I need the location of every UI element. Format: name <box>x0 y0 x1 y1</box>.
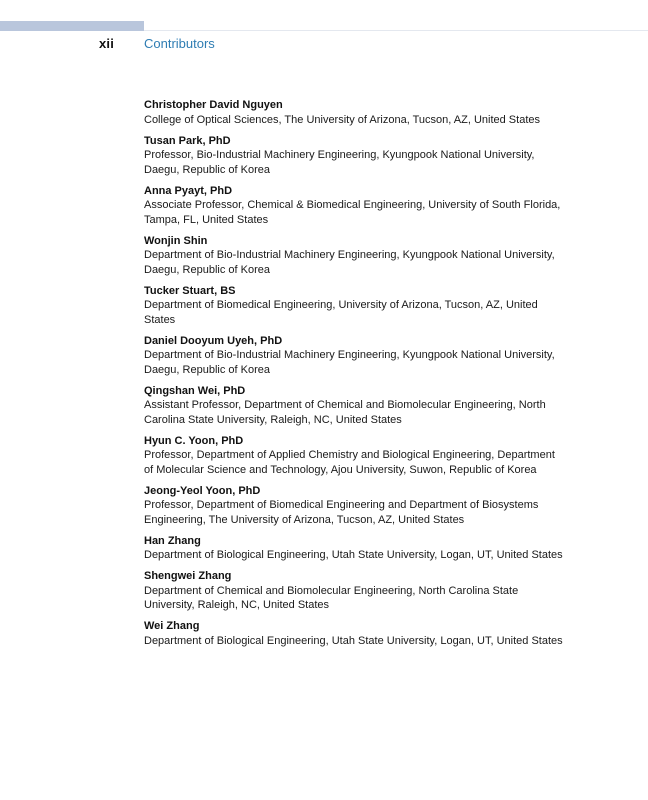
contributor-entry <box>144 234 564 278</box>
contributor-entry <box>144 434 564 478</box>
contributor-affiliation: Associate Professor, Chemical & Biomedical Engineering, University of South Florida, Tampa, FL, United States <box>144 199 561 226</box>
contributor-name: Hyun C. Yoon, PhD <box>144 434 244 447</box>
contributor-entry <box>144 534 564 563</box>
contributor-name: Wonjin Shin <box>144 234 208 247</box>
contributor-entry <box>144 134 564 178</box>
contributor-affiliation: Professor, Department of Biomedical Engineering and Department of Biosystems Engineering, The University of Arizona, Tucson, AZ, United States <box>144 499 539 526</box>
contributor-entry <box>144 484 564 528</box>
contributor-name: Christopher David Nguyen <box>144 99 283 111</box>
contributor-name: Anna Pyayt, PhD <box>144 184 233 197</box>
contributor-name: Jeong-Yeol Yoon, PhD <box>144 484 261 497</box>
contributor-affiliation: College of Optical Sciences, The University of Arizona, Tucson, AZ, United States <box>144 113 540 126</box>
contributor-affiliation: Professor, Department of Applied Chemistry and Biological Engineering, Department of Molecular Science and Technology, Ajou University, Suwon, Republic of Korea <box>144 449 555 476</box>
contributor-list <box>144 98 564 655</box>
contributor-entry <box>144 284 564 328</box>
contributor-entry <box>144 619 564 648</box>
running-title: Contributors <box>144 36 215 51</box>
page-number: xii <box>99 36 115 51</box>
contributor-affiliation: Department of Bio-Industrial Machinery Engineering, Kyungpook National University, Daegu, Republic of Korea <box>144 349 555 376</box>
contributor-affiliation: Department of Bio-Industrial Machinery Engineering, Kyungpook National University, Daegu, Republic of Korea <box>144 249 555 276</box>
contributor-entry <box>144 184 564 228</box>
contributor-affiliation: Department of Biological Engineering, Utah State University, Logan, UT, United States <box>144 549 563 561</box>
contributor-affiliation: Professor, Bio-Industrial Machinery Engineering, Kyungpook National University, Daegu, Republic of Korea <box>144 149 535 176</box>
contributor-entry <box>144 98 564 127</box>
contributor-name: Qingshan Wei, PhD <box>144 384 246 397</box>
contributor-entry <box>144 384 564 428</box>
contributor-entry <box>144 334 564 378</box>
contributor-name: Tucker Stuart, BS <box>144 284 236 297</box>
contributor-affiliation: Department of Chemical and Biomolecular Engineering, North Carolina State University, Raleigh, NC, United States <box>144 584 519 611</box>
contributor-name: Wei Zhang <box>144 620 200 632</box>
contributor-affiliation: Department of Biological Engineering, Utah State University, Logan, UT, United States <box>144 634 563 647</box>
contributor-name: Han Zhang <box>144 534 201 547</box>
header-accent-bar <box>0 21 144 31</box>
contributor-affiliation: Department of Biomedical Engineering, University of Arizona, Tucson, AZ, United States <box>144 299 538 326</box>
header-rule <box>144 30 648 31</box>
contributor-name: Tusan Park, PhD <box>144 134 231 147</box>
contributor-affiliation: Assistant Professor, Department of Chemical and Biomolecular Engineering, North Carolina State University, Raleigh, NC, United States <box>144 399 546 426</box>
contributor-name: Shengwei Zhang <box>144 570 232 582</box>
contributor-entry <box>144 569 564 613</box>
contributor-name: Daniel Dooyum Uyeh, PhD <box>144 334 283 347</box>
